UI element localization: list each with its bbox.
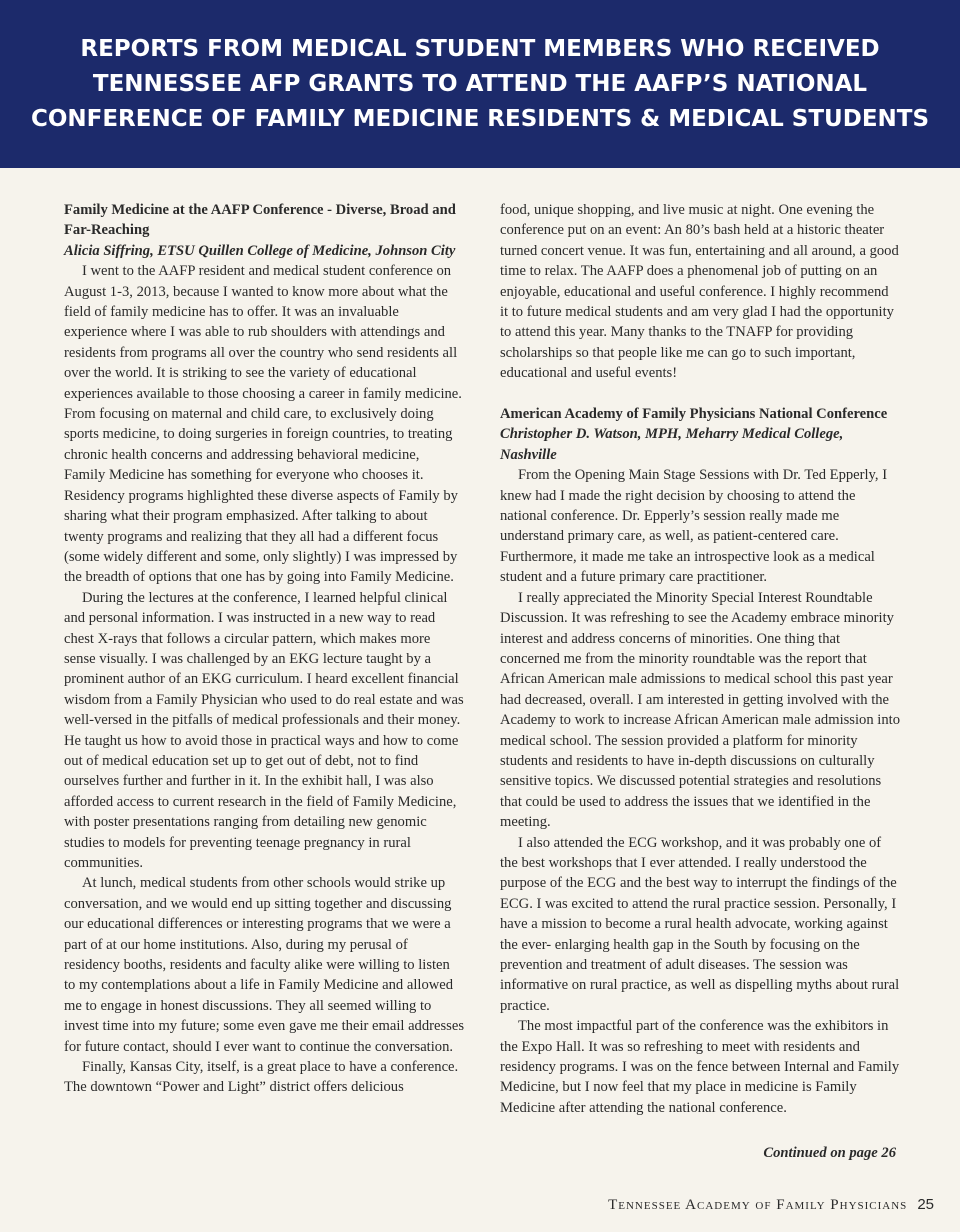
article-1-paragraph: At lunch, medical students from other schools would strike up conversation, and we would end up sitting together and discussing our educational differences or interesting programs that we were a part of at our home institutions. Also, during my perusal of residency booths, residents and faculty alike were willing to listen to my contemplations about a life in Family Medicine and allowed me to engage in honest discussions. They all seemed willing to invest time into my future; some even gave me their email addresses for future contact, should I ever want to continue the conversation. bbox=[64, 875, 464, 1055]
article-2-paragraph: I also attended the ECG workshop, and it was probably one of the best workshops that I ever attended. I really understood the purpose of the ECG and the best way to interrupt the findings of the ECG. I was excited to attend the rural practice session. Personally, I have a mission to become a rural health advocate, working against the ever- enlarging health gap in the South by focusing on the prevention and treatment of adult diseases. The session was informative on rural practice, as well as dispelling myths about rural practice. bbox=[500, 834, 900, 1014]
article-1-continuation: food, unique shopping, and live music at night. One evening the conference put on an event: An 80’s bash held at a historic theater turned concert venue. It was fun, entertaining and all around, a good time to relax. The AAFP does a phenomenal job of putting on an enjoyable, educational and useful conference. I highly recommend it to future medical students and am very glad I had the opportunity to attend this year. Many thanks to the TNAFP for providing scholarships so that people like me can go to such important, educational and useful events! bbox=[500, 202, 899, 382]
article-2-paragraph: From the Opening Main Stage Sessions with Dr. Ted Epperly, I knew had I made the right decision by choosing to attend the national conference. Dr. Epperly’s session really made me understand primary care, as well, as patient-centered care. Furthermore, it made me take an introspective look as a medical student and a future primary care practitioner. bbox=[500, 467, 888, 586]
article-2-paragraph: The most impactful part of the conference was the exhibitors in the Expo Hall. It was so refreshing to meet with residents and residency programs. I was on the fence between Internal and Family Medicine, but I now feel that my place in medicine is Family Medicine after attending the national conference. bbox=[500, 1018, 900, 1116]
continued-on-note: Continued on page 26 bbox=[763, 1145, 896, 1161]
publication-name: Tennessee Academy of Family Physicians bbox=[608, 1197, 908, 1213]
article-separator bbox=[500, 384, 900, 404]
article-2-paragraph: I really appreciated the Minority Special Interest Roundtable Discussion. It was refreshing to see the Academy embrace minority interest and address concerns of minorities. One thing that concerned me from the minority roundtable was the report that African American male admissions to medical school this past year had decreased, overall. I am interested in getting involved with the Academy to work to increase African American male admission into medical school. The session provided a platform for minority students and residents to have in-depth discussions on culturally sensitive topics. We discussed potential strategies and resolutions that could be used to address the issues that we identified in the meeting. bbox=[500, 589, 900, 831]
left-column bbox=[64, 200, 464, 1175]
title-banner bbox=[0, 0, 960, 168]
page-footer bbox=[608, 1196, 934, 1214]
right-column bbox=[500, 200, 900, 1175]
article-1-paragraph: During the lectures at the conference, I learned helpful clinical and personal information. I was instructed in a new way to read chest X-rays that follows a circular pattern, which makes more sense visually. I was challenged by an EKG lecture taught by a prominent author of an EKG curriculum. I heard excellent financial wisdom from a Family Physician who used to do real estate and was well-versed in the pitfalls of medical professionals and their money. He taught us how to avoid those in practical ways and how to come out of medical education set up to get out of debt, not to find ourselves further and further in it. In the exhibit hall, I was also afforded access to current research in the field of Family Medicine, with poster presentations ranging from detailing new genomic studies to models for preventing teenage pregnancy in rural communities. bbox=[64, 589, 464, 871]
article-2-author: Christopher D. Watson, MPH, Meharry Medical College, Nashville bbox=[500, 426, 844, 463]
page-number: 25 bbox=[917, 1196, 934, 1213]
page-title: REPORTS FROM MEDICAL STUDENT MEMBERS WHO RECEIVED TENNESSEE AFP GRANTS TO ATTEND THE AAFP’S NATIONAL CONFERENCE OF FAMILY MEDICINE RESIDENTS & MEDICAL STUDENTS bbox=[30, 35, 930, 132]
article-columns bbox=[64, 200, 900, 1175]
article-2-title: American Academy of Family Physicians National Conference bbox=[500, 406, 888, 423]
article-1-paragraph: Finally, Kansas City, itself, is a great place to have a conference. The downtown “Power and Light” district offers delicious bbox=[64, 1059, 459, 1096]
article-1-paragraph: I went to the AAFP resident and medical student conference on August 1-3, 2013, because I wanted to know more about what the field of family medicine has to offer. It was an invaluable experience where I was able to rub shoulders with attendings and residents from programs all over the country who send residents all over the world. It is striking to see the variety of educational experiences available to those choosing a career in family medicine. From focusing on maternal and child care, to exclusively doing sports medicine, to doing surgeries in foreign countries, to treating chronic health concerns and addressing behavioral medicine, Family Medicine has something for everyone who chooses it. Residency programs highlighted these diverse aspects of Family by sharing what their program emphasized. After talking to about twenty programs and realizing that they all had a different focus (some widely different and some, only slightly) I was impressed by the breadth of options that one has by going into Family Medicine. bbox=[64, 263, 462, 586]
article-1-title: Family Medicine at the AAFP Conference - Diverse, Broad and Far-Reaching bbox=[64, 202, 456, 239]
article-1-author: Alicia Siffring, ETSU Quillen College of Medicine, Johnson City bbox=[64, 242, 456, 259]
